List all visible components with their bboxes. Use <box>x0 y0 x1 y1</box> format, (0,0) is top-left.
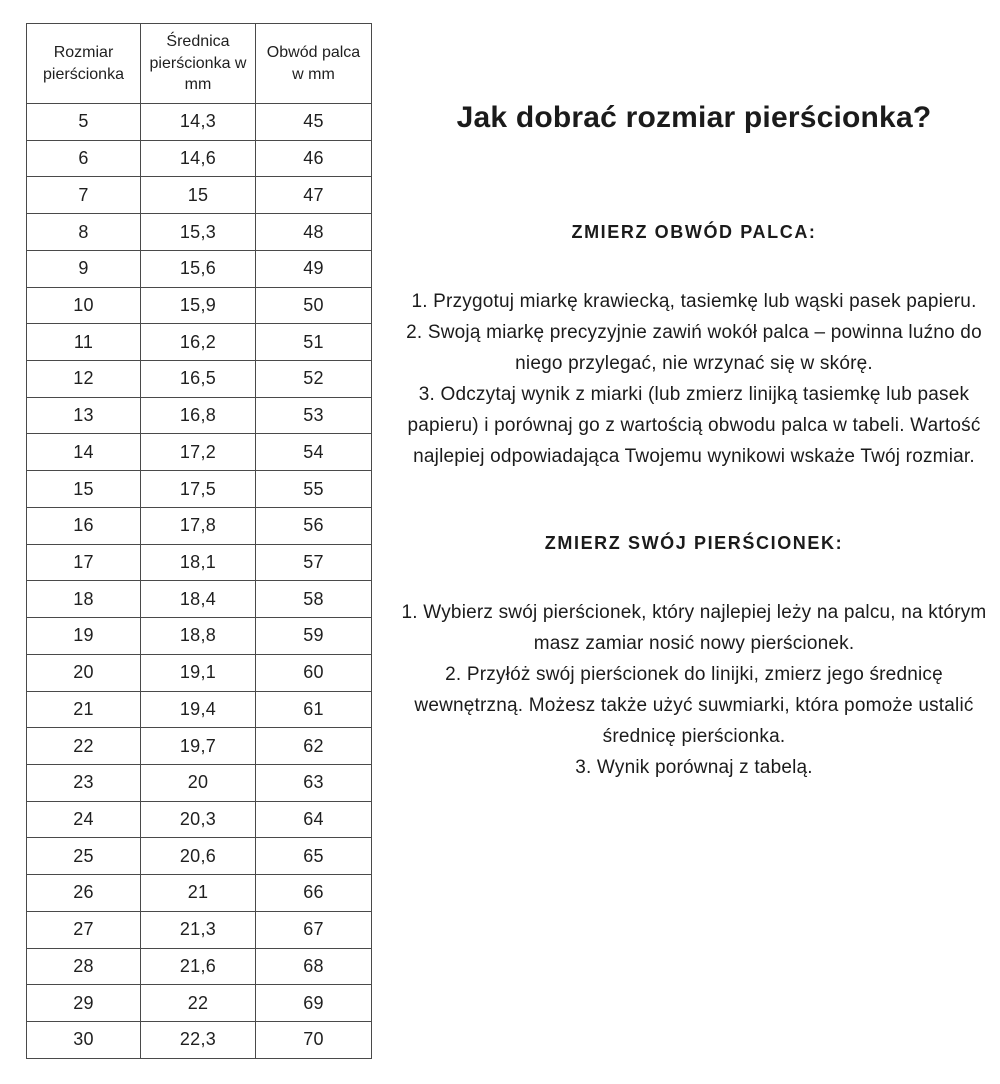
table-row <box>27 177 372 214</box>
table-cell: 10 <box>27 287 141 324</box>
table-cell: 53 <box>256 397 372 434</box>
table-cell: 9 <box>27 250 141 287</box>
table-cell: 12 <box>27 361 141 398</box>
table-cell: 28 <box>27 948 141 985</box>
table-cell: 61 <box>256 691 372 728</box>
table-cell: 50 <box>256 287 372 324</box>
table-cell: 20 <box>141 764 256 801</box>
table-cell: 22 <box>141 985 256 1022</box>
table-cell: 66 <box>256 875 372 912</box>
table-row <box>27 361 372 398</box>
table-cell: 16 <box>27 507 141 544</box>
table-row <box>27 507 372 544</box>
table-row <box>27 875 372 912</box>
table-cell: 46 <box>256 140 372 177</box>
table-row <box>27 581 372 618</box>
table-cell: 26 <box>27 875 141 912</box>
table-row <box>27 104 372 141</box>
table-cell: 18,1 <box>141 544 256 581</box>
table-cell: 64 <box>256 801 372 838</box>
table-cell: 63 <box>256 764 372 801</box>
table-row <box>27 250 372 287</box>
instruction-step: 1. Przygotuj miarkę krawiecką, tasiemkę lub wąski pasek papieru. <box>411 291 977 312</box>
table-cell: 25 <box>27 838 141 875</box>
table-cell: 17,8 <box>141 507 256 544</box>
section-heading-measure-finger: ZMIERZ OBWÓD PALCA: <box>571 222 817 242</box>
table-cell: 17 <box>27 544 141 581</box>
table-cell: 57 <box>256 544 372 581</box>
table-row <box>27 654 372 691</box>
instruction-step: 1. Wybierz swój pierścionek, który najlepiej leży na palcu, na którym masz zamiar nosić nowy pierścionek. <box>401 602 987 654</box>
table-cell: 18 <box>27 581 141 618</box>
table-cell: 19,7 <box>141 728 256 765</box>
table-cell: 20,3 <box>141 801 256 838</box>
table-cell: 67 <box>256 911 372 948</box>
col-header-ring-diameter: Średnica pierścionka w mm <box>141 24 256 104</box>
table-cell: 45 <box>256 104 372 141</box>
section-heading-measure-ring: ZMIERZ SWÓJ PIERŚCIONEK: <box>544 533 844 553</box>
instruction-step: 3. Wynik porównaj z tabelą. <box>575 757 813 778</box>
table-row <box>27 948 372 985</box>
table-cell: 54 <box>256 434 372 471</box>
table-cell: 20,6 <box>141 838 256 875</box>
table-row <box>27 764 372 801</box>
table-cell: 16,5 <box>141 361 256 398</box>
table-row <box>27 434 372 471</box>
table-cell: 19 <box>27 618 141 655</box>
table-cell: 7 <box>27 177 141 214</box>
table-cell: 13 <box>27 397 141 434</box>
table-cell: 14,6 <box>141 140 256 177</box>
table-cell: 23 <box>27 764 141 801</box>
table-row <box>27 544 372 581</box>
table-cell: 17,2 <box>141 434 256 471</box>
table-row <box>27 397 372 434</box>
table-row <box>27 140 372 177</box>
table-cell: 58 <box>256 581 372 618</box>
table-cell: 15,3 <box>141 214 256 251</box>
table-row <box>27 324 372 361</box>
table-cell: 29 <box>27 985 141 1022</box>
table-cell: 6 <box>27 140 141 177</box>
table-cell: 17,5 <box>141 471 256 508</box>
table-row <box>27 911 372 948</box>
table-row <box>27 728 372 765</box>
instruction-step: 2. Swoją miarkę precyzyjnie zawiń wokół palca – powinna luźno do niego przylegać, nie wrzynać się w skórę. <box>406 322 982 374</box>
table-cell: 15 <box>27 471 141 508</box>
table-cell: 19,1 <box>141 654 256 691</box>
table-cell: 14,3 <box>141 104 256 141</box>
table-cell: 15,9 <box>141 287 256 324</box>
section-measure-finger <box>398 221 990 472</box>
ring-size-table <box>26 23 372 1059</box>
page-title: Jak dobrać rozmiar pierścionka? <box>456 101 932 134</box>
table-row <box>27 1021 372 1058</box>
table-cell: 51 <box>256 324 372 361</box>
table-cell: 52 <box>256 361 372 398</box>
table-cell: 19,4 <box>141 691 256 728</box>
table-cell: 69 <box>256 985 372 1022</box>
table-cell: 11 <box>27 324 141 361</box>
table-row <box>27 471 372 508</box>
table-cell: 48 <box>256 214 372 251</box>
table-row <box>27 838 372 875</box>
table-cell: 21,3 <box>141 911 256 948</box>
table-cell: 21 <box>27 691 141 728</box>
table-cell: 24 <box>27 801 141 838</box>
size-table-body <box>27 104 372 1059</box>
table-cell: 62 <box>256 728 372 765</box>
table-cell: 59 <box>256 618 372 655</box>
table-cell: 55 <box>256 471 372 508</box>
table-cell: 5 <box>27 104 141 141</box>
table-row <box>27 214 372 251</box>
instruction-step: 3. Odczytaj wynik z miarki (lub zmierz linijką tasiemkę lub pasek papieru) i porównaj go z wartością obwodu palca w tabeli. Wartość najlepiej odpowiadająca Twojemu wynikowi wskaże Twój rozmiar. <box>407 384 981 467</box>
table-cell: 22 <box>27 728 141 765</box>
table-cell: 47 <box>256 177 372 214</box>
instruction-step: 2. Przyłóż swój pierścionek do linijki, zmierz jego średnicę wewnętrzną. Możesz także użyć suwmiarki, która pomoże ustalić średnicę pierścionka. <box>414 664 974 747</box>
table-row <box>27 691 372 728</box>
table-cell: 56 <box>256 507 372 544</box>
table-cell: 18,8 <box>141 618 256 655</box>
table-cell: 18,4 <box>141 581 256 618</box>
table-cell: 65 <box>256 838 372 875</box>
table-cell: 15 <box>141 177 256 214</box>
table-cell: 68 <box>256 948 372 985</box>
table-cell: 30 <box>27 1021 141 1058</box>
table-cell: 49 <box>256 250 372 287</box>
table-cell: 16,8 <box>141 397 256 434</box>
table-row <box>27 801 372 838</box>
col-header-finger-circumference: Obwód palca w mm <box>256 24 372 104</box>
table-header-row <box>27 24 372 104</box>
table-cell: 15,6 <box>141 250 256 287</box>
table-cell: 60 <box>256 654 372 691</box>
table-cell: 27 <box>27 911 141 948</box>
table-cell: 20 <box>27 654 141 691</box>
table-cell: 22,3 <box>141 1021 256 1058</box>
table-cell: 70 <box>256 1021 372 1058</box>
table-cell: 21 <box>141 875 256 912</box>
table-cell: 16,2 <box>141 324 256 361</box>
section-measure-ring <box>398 532 990 783</box>
table-row <box>27 618 372 655</box>
table-cell: 8 <box>27 214 141 251</box>
table-row <box>27 287 372 324</box>
table-row <box>27 985 372 1022</box>
table-cell: 21,6 <box>141 948 256 985</box>
instructions-article <box>398 100 990 783</box>
table-cell: 14 <box>27 434 141 471</box>
col-header-ring-size: Rozmiar pierścionka <box>27 24 141 104</box>
